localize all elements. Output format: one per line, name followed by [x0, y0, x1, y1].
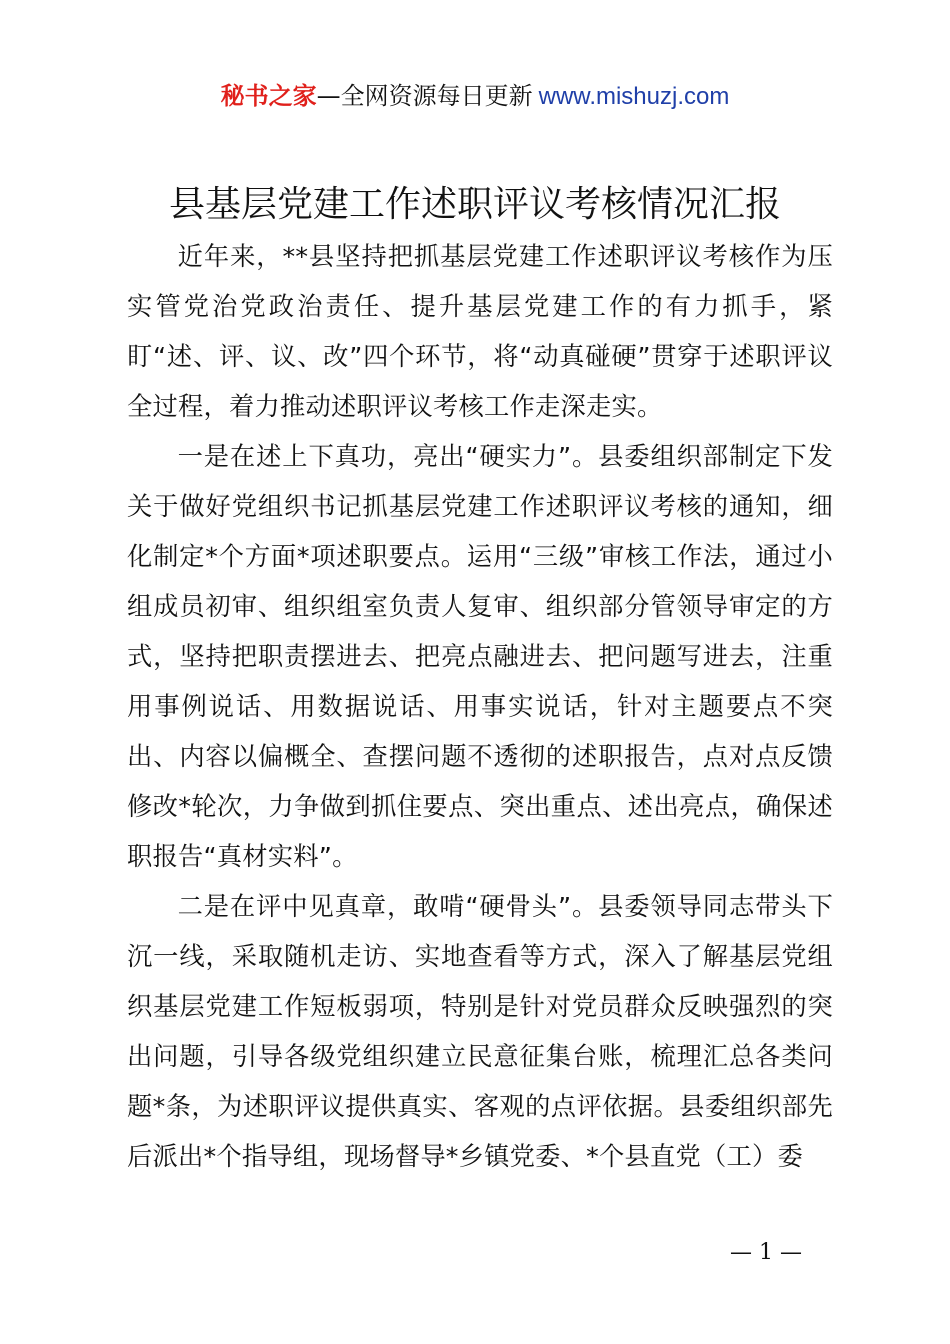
paragraph-point-two: 二是在评中见真章，敢啃“硬骨头”。县委领导同志带头下沉一线，采取随机走访、实地查看等方式，深入了解基层党组织基层党建工作短板弱项，特别是针对党员群众反映强烈的突出问题，引导各级党组织建立民意征集台账，梳理汇总各类问题*条，为述职评议提供真实、客观的点评依据。县委组织部先后派出*个指导组，现场督导*乡镇党委、*个县直党（工）委: [127, 892, 833, 1171]
site-url-link[interactable]: www.mishuzj.com: [538, 83, 730, 110]
banner-tagline: —全网资源每日更新: [316, 82, 533, 110]
paragraph-intro: 近年来，**县坚持把抓基层党建工作述职评议考核作为压实管党治党政治责任、提升基层党建工作的有力抓手，紧盯“述、评、议、改”四个环节，将“动真碰硬”贯穿于述职评议全过程，着力推动述职评议考核工作走深走实。: [127, 242, 833, 421]
document-title: 县基层党建工作述职评议考核情况汇报: [168, 184, 781, 225]
document-body: [127, 232, 833, 1182]
brand-name: 秘书之家: [220, 82, 317, 110]
site-banner: [0, 80, 950, 113]
paragraph-point-one: 一是在述上下真功，亮出“硬实力”。县委组织部制定下发关于做好党组织书记抓基层党建工作述职评议考核的通知，细化制定*个方面*项述职要点。运用“三级”审核工作法，通过小组成员初审、组织组室负责人复审、组织部分管领导审定的方式，坚持把职责摆进去、把亮点融进去、把问题写进去，注重用事例说话、用数据说话、用事实说话，针对主题要点不突出、内容以偏概全、查摆问题不透彻的述职报告，点对点反馈修改*轮次，力争做到抓住要点、突出重点、述出亮点，确保述职报告“真材实料”。: [127, 442, 833, 871]
page-number: — 1 —: [730, 1240, 802, 1265]
